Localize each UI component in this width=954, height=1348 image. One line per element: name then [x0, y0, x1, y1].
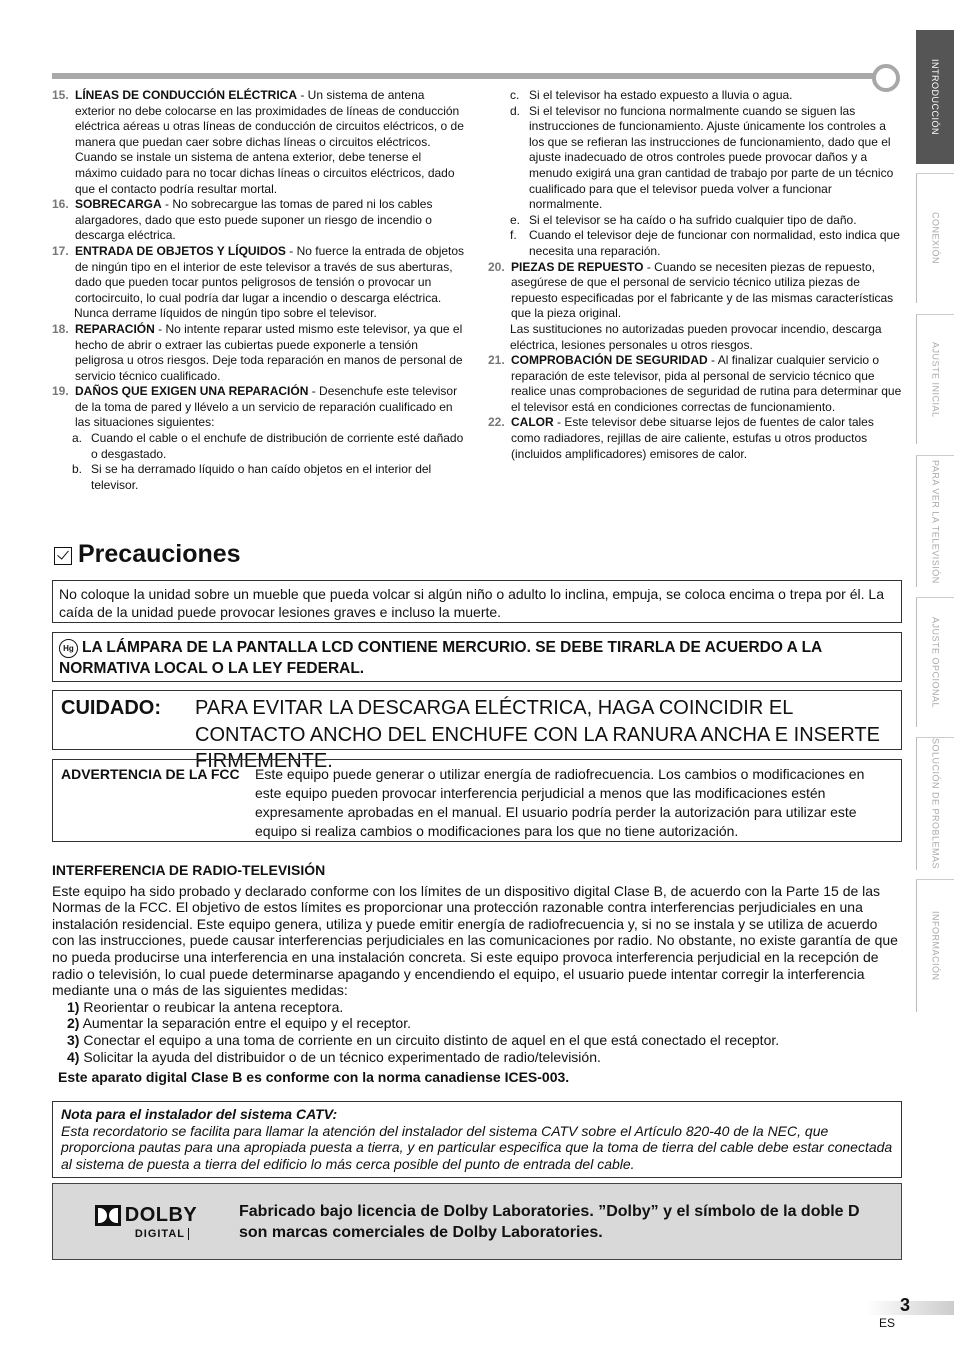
list-item-17-note: Nunca derrame líquidos de ningún tipo sobre el televisor.: [74, 306, 377, 321]
fcc-text: Este equipo puede generar o utilizar energía de radiofrecuencia. Los cambios o modificaciones en este equipo pueden provocar interferencia perjudicial a menos que las modificaciones estén expresamente aprobadas en el manual. El usuario podría perder la autorización para utilizar este equipo si realiza cambios o modificaciones para los que no tiene autorización.: [255, 766, 865, 839]
step-2: 2) Aumentar la separación entre el equipo y el receptor.: [67, 1015, 411, 1032]
side-tab-conexion[interactable]: CONEXIÓN: [916, 173, 954, 303]
list-item-16: 16. SOBRECARGA - No sobrecargue las tomas de pared ni los cables alargadores, dado que esto puede suponer un riesgo de incendio o descarga eléctrica.: [52, 197, 433, 243]
interference-body: Este equipo ha sido probado y declarado conforme con los límites de un dispositivo digital Clase B, de acuerdo con la Parte 15 de las Normas de la FCC. El objetivo de estos límites es proporcionar una protección razonable contra interferencias perjudiciales en una instalación residencial. Este equipo genera, utiliza y puede emitir energía de radiofrecuencia y, si no se instala y se utiliza de acuerdo con las instrucciones, puede causar interferencias perjudiciales en las comunicaciones por radio. No obstante, no existe garantía de que no pueda producirse una interferencia en una instalación concreta. Si este equipo provoca interferencia perjudicial en la recepción de radio o televisión, lo cual puede determinarse apagando y encendiendo el equipo, el usuario puede intentar corregir la interferencia mediante una o más de las siguientes medidas:: [52, 882, 898, 999]
interference-steps: [67, 999, 902, 1065]
list-item-18: 18. REPARACIÓN - No intente reparar usted mismo este televisor, ya que el hecho de abrir o extraer las cubiertas puede exponerle a tensión peligrosa u otros riesgos. Deje toda reparación en manos de personal de servicio técnico cualificado.: [52, 321, 463, 383]
sub-item-d: d. Si el televisor no funciona normalmente cuando se siguen las instrucciones de funcionamiento. Ajuste únicamente los controles a los que se refieran las instrucciones de funcionamiento, dado que el ajuste inadecuado de otros controles puede provocar daños y a menudo exigirá una gran cantidad de trabajo por parte de un técnico cualificado para que el televisor pueda volver a funcionar normalmente.: [510, 103, 894, 212]
list-item-21: 21. COMPROBACIÓN DE SEGURIDAD - Al finalizar cualquier servicio o reparación de este televisor, pida al personal de servicio técnico que realice unas comprobaciones de seguridad de rutina para determinar que el televisor está en condiciones correctas de funcionamiento.: [488, 353, 902, 414]
furniture-warning-box: No coloque la unidad sobre un mueble que pueda volcar si algún niño o adulto lo inclina, empuja, se coloca encima o trepa por él. La caída de la unidad puede provocar lesiones graves e incluso la muerte.: [52, 580, 902, 623]
catv-title: Nota para el instalador del sistema CATV:: [61, 1106, 338, 1122]
checkbox-icon: [54, 547, 72, 565]
list-item-15: 15. LÍNEAS DE CONDUCCIÓN ELÉCTRICA - Un sistema de antena exterior no debe colocarse en las proximidades de líneas de conducción eléctrica aéreas u otras líneas de conducción de circuitos eléctricos, o de manera que puedan caer sobre dichas líneas o circuitos eléctricos. Cuando se instale un sistema de antena exterior, debe tenerse el máximo cuidado para no tocar dichas líneas o circuitos eléctricos, dado que el contacto podría resultar mortal.: [52, 88, 464, 196]
step-4: 4) Solicitar la ayuda del distribuidor o de un técnico experimentado de radio/televisión.: [67, 1048, 601, 1065]
caution-box: [52, 690, 902, 772]
side-tab-ajuste-opcional[interactable]: AJUSTE OPCIONAL: [916, 597, 954, 727]
fcc-warning-box: [52, 759, 902, 842]
precautions-heading: Precauciones: [54, 540, 241, 569]
mercury-warning-box: Hg LA LÁMPARA DE LA PANTALLA LCD CONTIENE MERCURIO. SE DEBE TIRARLA DE ACUERDO A LA NORMATIVA LOCAL O LA LEY FEDERAL.: [52, 632, 902, 682]
step-3: 3) Conectar el equipo a una toma de corriente en un circuito distinto de aquel en el que está conectado el receptor.: [67, 1031, 780, 1048]
list-item-19: 19. DAÑOS QUE EXIGEN UNA REPARACIÓN - Desenchufe este televisor de la toma de pared y llévelo a un servicio de reparación cualificado en las situaciones siguientes:: [52, 384, 458, 430]
side-tab-solucion-de-problemas[interactable]: SOLUCIÓN DE PROBLEMAS: [916, 737, 954, 870]
side-tab-ajuste-inicial[interactable]: AJUSTE INICIAL: [916, 314, 954, 444]
page-language: ES: [879, 1316, 896, 1330]
dolby-license-text: Fabricado bajo licencia de Dolby Laboratories. ”Dolby” y el símbolo de la doble D son marcas comerciales de Dolby Laboratories.: [239, 1202, 860, 1241]
sub-item-b: b. Si se ha derramado líquido o han caído objetos en el interior del televisor.: [72, 462, 432, 492]
sub-item-a: a. Cuando el cable o el enchufe de distribución de corriente esté dañado o desgastado.: [72, 431, 464, 461]
side-tab-introduccion[interactable]: INTRODUCCIÓN: [916, 30, 954, 164]
catv-note-box: [52, 1101, 902, 1178]
caution-text: PARA EVITAR LA DESCARGA ELÉCTRICA, HAGA COINCIDIR EL CONTACTO ANCHO DEL ENCHUFE CON LA RANURA ANCHA E INSERTE FIRMEMENTE.: [195, 697, 880, 772]
top-rule: [52, 73, 888, 79]
dolby-digital-logo: DOLBY DIGITAL: [53, 1204, 239, 1240]
interference-section: [52, 862, 902, 1086]
page-number: 3: [900, 1295, 911, 1315]
safety-list-left: [52, 88, 466, 493]
ices-statement: Este aparato digital Clase B es conforme con la norma canadiense ICES-003.: [58, 1069, 570, 1086]
list-item-22: 22. CALOR - Este televisor debe situarse lejos de fuentes de calor tales como radiadores, rejillas de aire caliente, estufas u otros productos (incluidos amplificadores) emisores de calor.: [488, 415, 874, 461]
double-d-icon: [95, 1205, 121, 1226]
caution-label: CUIDADO:: [61, 697, 161, 719]
list-item-20-note: Las sustituciones no autorizadas pueden provocar incendio, descarga eléctrica, lesiones personales u otros riesgos.: [510, 321, 882, 352]
step-1: 1) Reorientar o reubicar la antena receptora.: [67, 998, 344, 1015]
dolby-license-box: [52, 1183, 902, 1260]
sub-item-f: f. Cuando el televisor deje de funcionar con normalidad, esto indica que necesita una reparación.: [510, 228, 900, 258]
mercury-hg-icon: Hg: [59, 639, 78, 658]
list-item-17: 17. ENTRADA DE OBJETOS Y LÍQUIDOS - No fuerce la entrada de objetos de ningún tipo en el interior de este televisor a través de sus aberturas, dado que pueden tocar puntos peligrosos de tensión o provocar un cortocircuito, lo cual podría dar lugar a incendio o descarga eléctrica.: [52, 243, 465, 305]
list-item-20: 20. PIEZAS DE REPUESTO - Cuando se necesiten piezas de repuesto, asegúrese de que el personal de servicio técnico utiliza piezas de repuesto especificadas por el fabricante y de las mismas características que la pieza original.: [488, 259, 894, 321]
sub-item-e: e. Si el televisor se ha caído o ha sufrido cualquier tipo de daño.: [510, 212, 857, 227]
side-tab-informacion[interactable]: INFORMACIÓN: [916, 879, 954, 1012]
side-tab-para-ver-la-television[interactable]: PARA VER LA TELEVISIÓN: [916, 455, 954, 587]
interference-heading: INTERFERENCIA DE RADIO-TELEVISIÓN: [52, 862, 326, 878]
catv-text: Esta recordatorio se facilita para llamar la atención del instalador del sistema CATV sobre el Artículo 820-40 de la NEC, que proporciona pautas para una apropiada puesta a tierra, y en particular especifica que la toma de tierra del cable debe estar conectada al sistema de puesta a tierra del edificio lo más cerca posible del punto de entrada del cable.: [61, 1122, 893, 1172]
fcc-label: ADVERTENCIA DE LA FCC: [61, 766, 240, 782]
safety-list-right: [488, 88, 904, 462]
sub-item-c: c. Si el televisor ha estado expuesto a lluvia o agua.: [510, 88, 793, 102]
